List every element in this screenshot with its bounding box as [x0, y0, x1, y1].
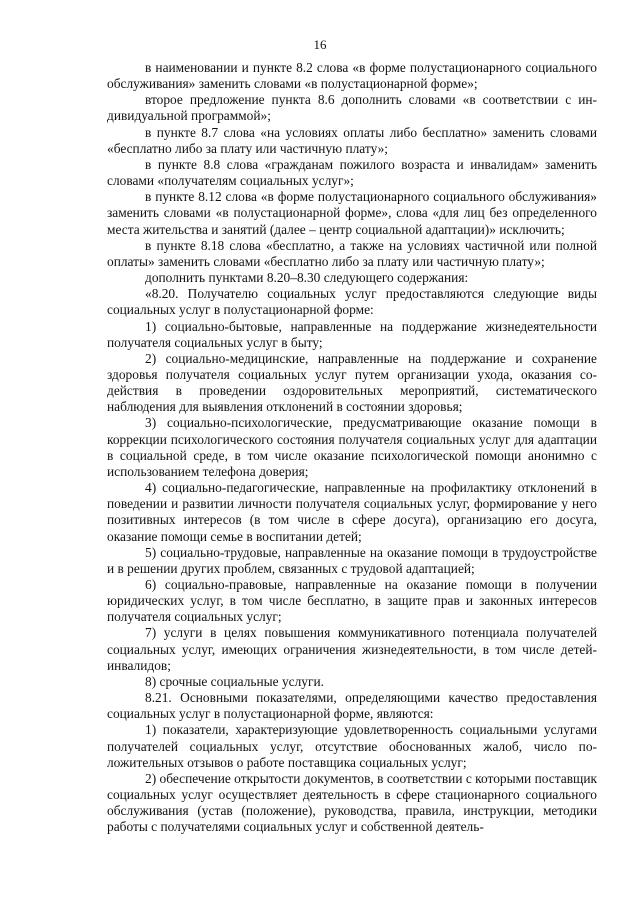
list-item: 5) социально-трудовые, направленные на оказание помощи в трудоустройстве и в решении других проблем, связанных с трудовой адаптацией;: [107, 544, 597, 576]
paragraph: в пункте 8.8 слова «гражданам пожилого возраста и инвалидам» заменить словами «получателям социальных услуг»;: [107, 156, 597, 189]
list-item: 8) срочные социальные услуги.: [145, 673, 324, 689]
paragraph: дополнить пунктами 8.20–8.30 следующего содержания:: [145, 270, 469, 286]
paragraph: 8.21. Основными показателями, определяющими качество предоставления социальных услуг в полустационарной форме, являются:: [107, 690, 597, 722]
list-item: 2) социально-медицинские, направленные на поддержание и сохранение здоровья получателя социальных услуг путем организации ухода, оказания содействия в проведении оздоровительных мероприятий, систематического наблюдения для выявления отклонений в состоянии здоровья;: [107, 350, 597, 415]
document-body: [107, 60, 597, 836]
page-number: 16: [313, 37, 327, 52]
paragraph: «8.20. Получателю социальных услуг предоставляются следующие виды социальных услуг в полустационарной форме:: [107, 286, 597, 318]
list-item: 7) услуги в целях повышения коммуникативного потенциала получателей социальных услуг, имеющих ограничения жизнедеятельности, в том числе детей-инвалидов;: [107, 625, 597, 673]
list-item: 1) показатели, характеризующие удовлетворенность социальными услугами получателей социальных услуг, отсутствие обоснованных жалоб, число положительных отзывов о работе поставщика социальных услуг;: [107, 722, 597, 770]
paragraph: в пункте 8.18 слова «бесплатно, а также на условиях частичной или полной оплаты» заменить словами «бесплатно либо за плату или частичную плату»;: [107, 237, 597, 269]
list-item: 2) обеспечение открытости документов, в соответствии с которыми поставщик социальных услуг осуществляет деятельность в сфере стационарного социального обслуживания (устав (положение), руководства, правила, инструкции, методики работы с получателями социальных услуг и собственной деятель-: [107, 770, 597, 835]
paragraph: второе предложение пункта 8.6 дополнить словами «в соответствии с индивидуальной программой»;: [107, 92, 597, 124]
list-item: 4) социально-педагогические, направленные на профилактику отклонений в поведении и развитии личности получателя социальных услуг, формирование у него позитивных интересов (в том числе в сфере досуга), организацию его досуга, оказание помощи семье в воспитании детей;: [107, 480, 597, 544]
list-item: 1) социально-бытовые, направленные на поддержание жизнедеятельности получателя социальных услуг в быту;: [107, 318, 597, 350]
list-item: 3) социально-психологические, предусматривающие оказание помощи в коррекции психологического состояния получателя социальных услуг для адаптации в социальной среде, в том числе оказание психологической помощи анонимно с использованием телефона доверия;: [107, 415, 597, 479]
paragraph: в пункте 8.12 слова «в форме полустационарного социального обслуживания» заменить словами «в полустационарной форме», слова «для лиц без определенного места жительства и занятий (далее – центр социальной адаптации)» исключить;: [107, 189, 597, 237]
list-item: 6) социально-правовые, направленные на оказание помощи в получении юридических услуг, в том числе бесплатно, в защите прав и законных интересов получателя социальных услуг;: [107, 577, 597, 625]
paragraph: в пункте 8.7 слова «на условиях оплаты либо бесплатно» заменить словами «бесплатно либо за плату или частичную плату»;: [107, 124, 597, 156]
paragraph: в наименовании и пункте 8.2 слова «в форме полустационарного социального обслуживания» заменить словами «в полустационарной форме»;: [107, 60, 597, 92]
